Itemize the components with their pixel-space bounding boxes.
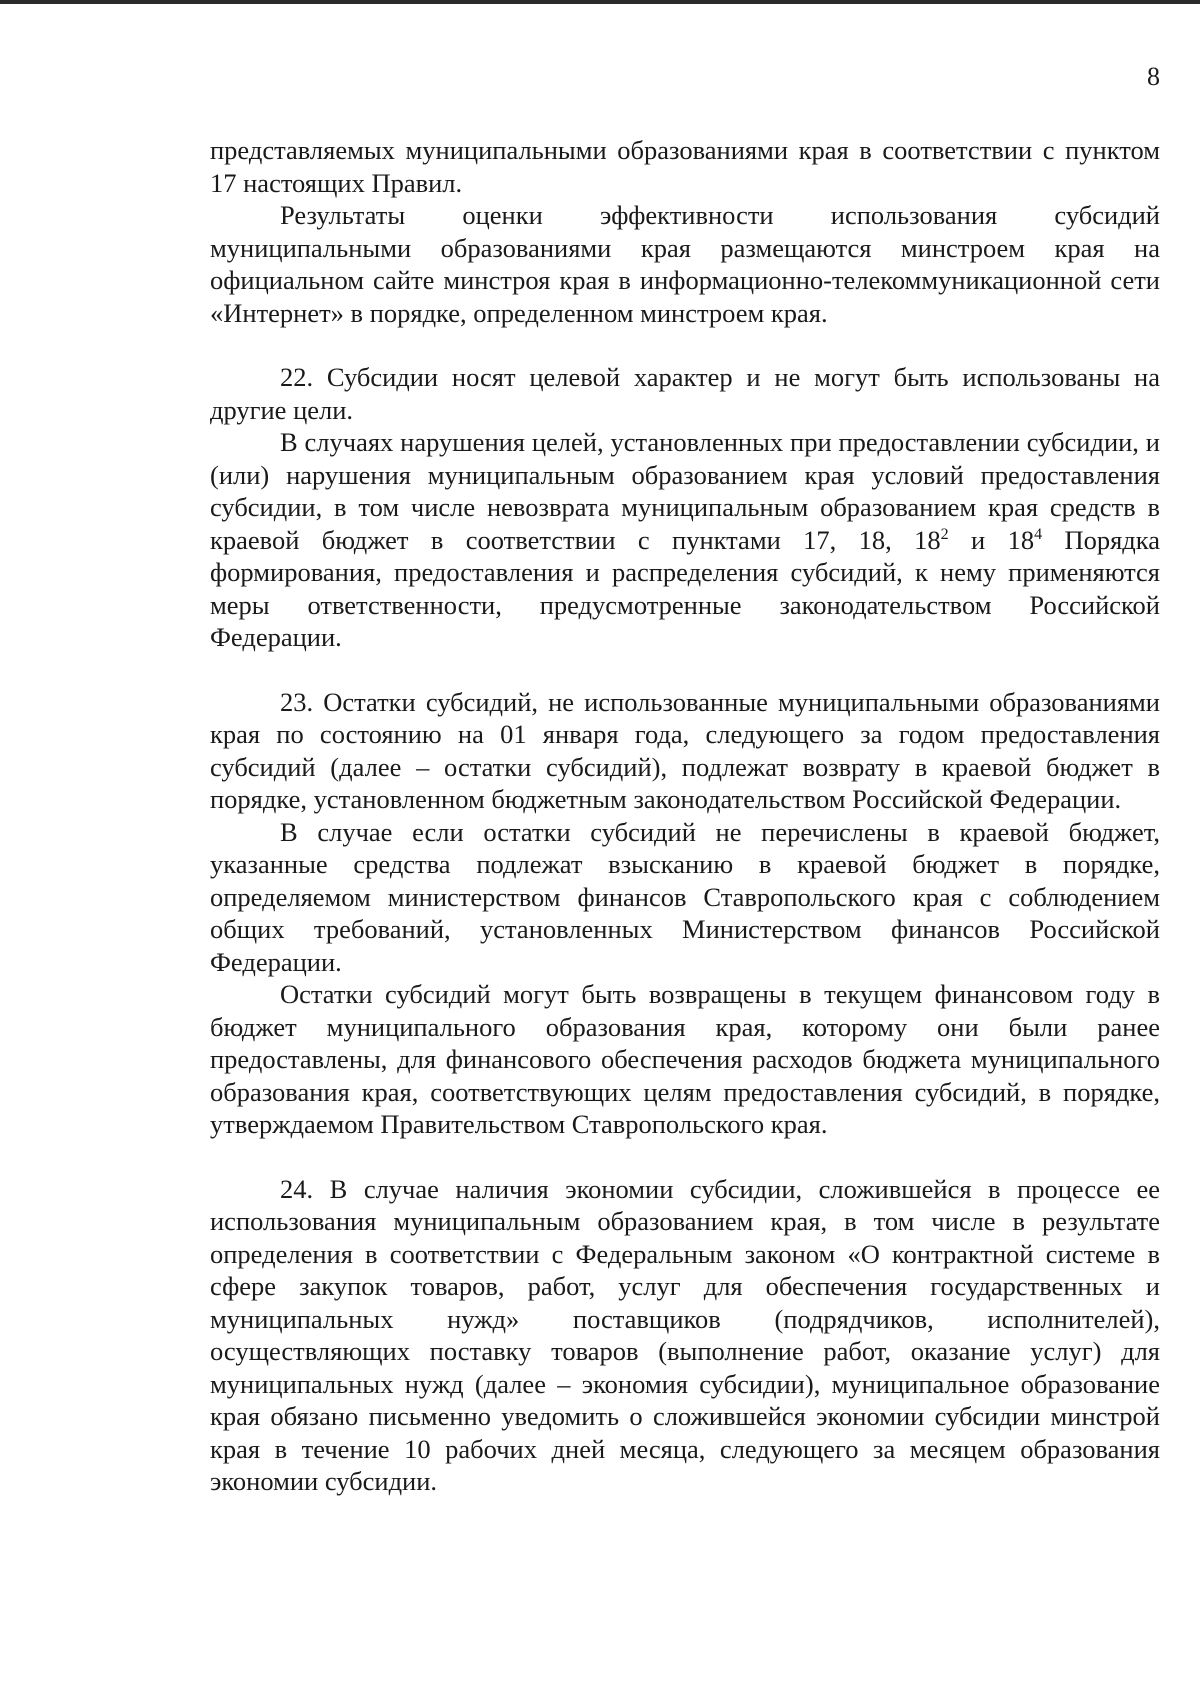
superscript-4: 4	[1034, 525, 1043, 543]
superscript-2: 2	[940, 525, 949, 543]
paragraph-22-violations	[210, 426, 1160, 654]
paragraph-22-violations-part-a: В случаях нарушения целей, установленных при предоставлении субсидии, и (или) нарушения муниципальным образованием края условий предоставления субсидии, в том числе невозврата муниципальным образованием края средств в краевой бюджет в соответствии с пунктами 17, 18, 18	[210, 427, 1160, 555]
page-number: 8	[1147, 62, 1160, 91]
paragraph-22: 22. Субсидии носят целевой характер и не могут быть использованы на другие цели.	[210, 362, 1160, 425]
paragraph-22-violations-part-b: и 18	[948, 524, 1035, 555]
document-body	[210, 134, 1160, 1498]
paragraph-23-return: Остатки субсидий могут быть возвращены в текущем финансовом году в бюджет муниципального образования края, которому они были ранее предоставлены, для финансового обеспечения расходов бюджета муниципального образования края, соответствующих целям предоставления субсидий, в порядке, утверждаемом Правительством Ставропольского края.	[210, 979, 1160, 1139]
paragraph-continuation: представляемых муниципальными образованиями края в соответствии с пунктом 17 настоящих Правил.	[210, 135, 1160, 198]
paragraph-24: 24. В случае наличия экономии субсидии, сложившейся в процессе ее использования муниципальным образованием края, в том числе в результате определения в соответствии с Федеральным законом «О контрактной системе в сфере закупок товаров, работ, услуг для обеспечения государственных и муниципальных нужд» поставщиков (подрядчиков, исполнителей), осуществляющих поставку товаров (выполнение работ, оказание услуг) для муниципальных нужд (далее – экономия субсидии), муниципальное образование края обязано письменно уведомить о сложившейся экономии субсидии минстрой края в течение 10 рабочих дней месяца, следующего за месяцем образования экономии субсидии.	[210, 1173, 1160, 1496]
paragraph-23: 23. Остатки субсидий, не использованные муниципальными образованиями края по состоянию на 01 января года, следующего за годом предоставления субсидий (далее – остатки субсидий), подлежат возврату в краевой бюджет в порядке, установленном бюджетным законодательством Российской Федерации.	[210, 686, 1160, 814]
paragraph-efficiency-results: Результаты оценки эффективности использования субсидий муниципальными образованиями края размещаются минстроем края на официальном сайте минстроя края в информационно-телекоммуникационной сети «Интернет» в порядке, определенном минстроем края.	[210, 200, 1160, 328]
top-edge-rule	[0, 0, 1200, 4]
paragraph-22-violations-part-c: Порядка формирования, предоставления и распределения субсидий, к нему применяются меры ответственности, предусмотренные законодательством Российской Федерации.	[210, 524, 1160, 652]
paragraph-23-recovery: В случае если остатки субсидий не перечислены в краевой бюджет, указанные средства подлежат взысканию в краевой бюджет в порядке, определяемом министерством финансов Ставропольского края с соблюдением общих требований, установленных Министерством финансов Российской Федерации.	[210, 816, 1160, 977]
